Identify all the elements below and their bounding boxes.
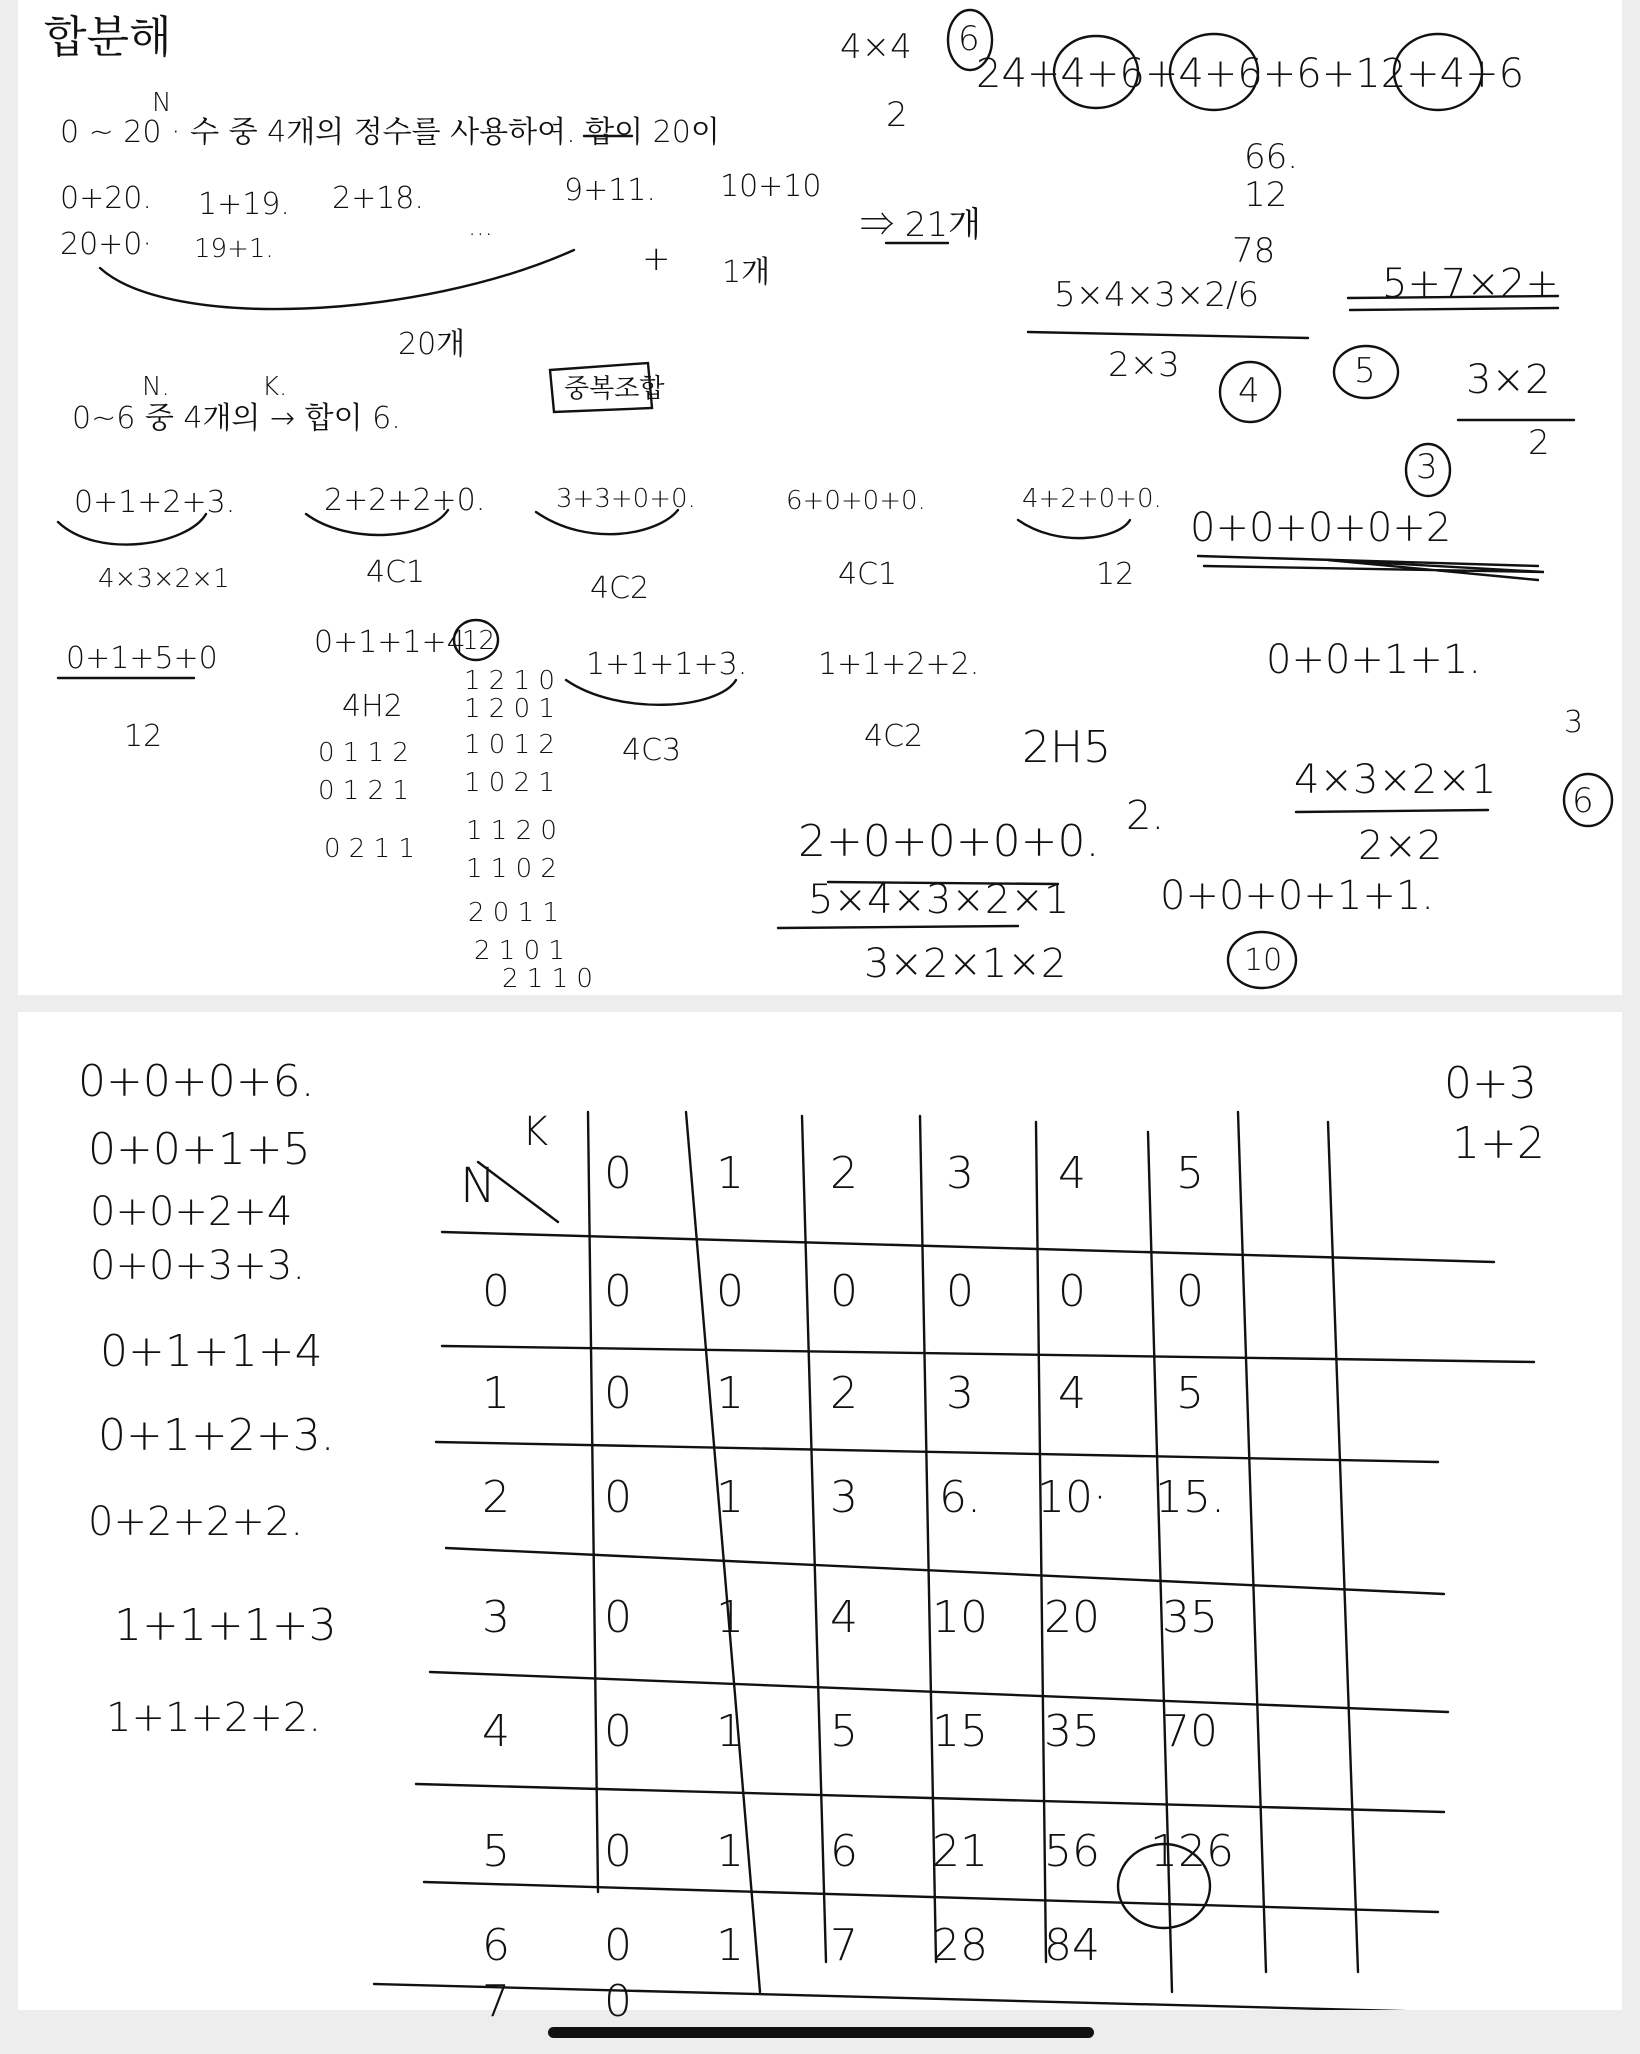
- pair-item: 1+19.: [198, 187, 290, 222]
- frac-bottom: 2: [886, 95, 908, 135]
- table-cell: 0: [604, 1472, 632, 1523]
- notes-page-2: [18, 1012, 1622, 2027]
- expr-00011: 0+0+0+1+1.: [1160, 873, 1435, 919]
- table-cell: 0: [604, 1368, 632, 1419]
- n-mark: N: [152, 88, 172, 118]
- combo-expr: 0+1+2+3.: [74, 485, 236, 520]
- circled-ten: 10: [1244, 943, 1283, 978]
- count-one: 1개: [722, 255, 771, 290]
- col-calc: 78: [1232, 231, 1276, 271]
- table-n-header: 0: [482, 1266, 510, 1317]
- frac2-num: 5×4×3×2×1: [808, 877, 1070, 923]
- pair-item: 20+0·: [60, 227, 152, 262]
- pair-item: 19+1.: [194, 234, 274, 264]
- table-cell: 0: [604, 1592, 632, 1643]
- table-k-header: 4: [1058, 1148, 1086, 1199]
- combo-expr: 4+2+0+0.: [1022, 484, 1162, 514]
- table-cell: 0: [946, 1266, 974, 1317]
- perm-item: 0 1 1 2: [318, 738, 409, 768]
- table-cell: 6.: [939, 1472, 981, 1523]
- big-frac-num: 4×3×2×1: [1294, 757, 1497, 803]
- table-k-header: 3: [946, 1148, 974, 1199]
- circled-four: 4: [1238, 371, 1260, 411]
- sum-expression: 24+4+6+4+6+6+12+4+6: [976, 51, 1525, 97]
- table-cell: 0: [716, 1266, 744, 1317]
- circled-number: 12: [462, 626, 496, 656]
- zero-expr: 0+0+0+0+2: [1190, 505, 1452, 551]
- table-cell: 0: [604, 1266, 632, 1317]
- perm-item: 2 1 1 0: [502, 964, 593, 994]
- table-cell: 5: [830, 1706, 858, 1757]
- table-cell: 35: [1044, 1706, 1100, 1757]
- table-cell: 1: [716, 1826, 744, 1877]
- left-list-item: 1+1+1+3: [114, 1600, 337, 1651]
- table-n-header: 1: [482, 1368, 510, 1419]
- table-n-header: 3: [482, 1592, 510, 1643]
- table-cell: 1: [716, 1592, 744, 1643]
- table-n-header: 2: [482, 1472, 510, 1523]
- frac2-den: 3×2×1×2: [864, 941, 1067, 987]
- perm-item: 0 1 2 1: [318, 776, 409, 806]
- pair-ellipsis: ...: [468, 212, 493, 242]
- page-title: 합분해: [44, 12, 172, 63]
- combo-sub: 4C3: [622, 733, 682, 768]
- col-calc: 66.: [1244, 137, 1299, 177]
- big-frac-den: 2×2: [1358, 823, 1443, 869]
- problem2-statement: 0~6 중 4개의 → 합이 6.: [72, 401, 401, 436]
- table-n-header: 6: [482, 1920, 510, 1971]
- table-n-header: 4: [482, 1706, 510, 1757]
- count-twenty: 20개: [398, 327, 466, 362]
- pair-item: 9+11.: [564, 173, 656, 208]
- table-n-header: 5: [482, 1826, 510, 1877]
- table-k-header: 1: [716, 1148, 744, 1199]
- table-k-header: 5: [1176, 1148, 1204, 1199]
- perm-item: 1 2 0 1: [464, 694, 555, 724]
- result-21: ⇒ 21개: [860, 205, 981, 245]
- combo-expr: 1+1+1+3.: [586, 647, 748, 682]
- combo-sub: 4C1: [838, 557, 898, 592]
- table-cell: 3: [946, 1368, 974, 1419]
- small-frac-den: 2: [1528, 423, 1550, 463]
- combo-sub: 4C2: [590, 571, 650, 606]
- combo-expr: 2+2+2+0.: [324, 483, 486, 518]
- table-cell: 0: [830, 1266, 858, 1317]
- table-cell: 0: [604, 1826, 632, 1877]
- table-cell: 126: [1150, 1826, 1234, 1877]
- table-cell: 35: [1162, 1592, 1218, 1643]
- two-mark: 2.: [1126, 793, 1165, 839]
- table-cell: 1: [716, 1706, 744, 1757]
- table-cell: 0: [604, 1976, 632, 2027]
- table-cell: 0: [604, 1920, 632, 1971]
- notes-page-1: [18, 0, 1622, 995]
- table-cell: 0: [1176, 1266, 1204, 1317]
- combo-sub: 12: [124, 719, 163, 754]
- circled-five: 5: [1354, 351, 1376, 391]
- col-calc: 12: [1244, 175, 1288, 215]
- table-cell: 3: [830, 1472, 858, 1523]
- home-indicator-bar: [548, 2027, 1094, 2038]
- circled-six: 6: [958, 19, 980, 59]
- frac-den: 2×3: [1108, 345, 1180, 385]
- combo-expr: 1+1+2+2.: [818, 647, 980, 682]
- table-n-header: 7: [482, 1976, 510, 2027]
- three-mark: 3: [1564, 705, 1584, 740]
- frac-num: 5×4×3×2/6: [1054, 275, 1260, 315]
- pair-item: 0+20.: [60, 181, 152, 216]
- table-cell: 21: [932, 1826, 988, 1877]
- combo-expr: 0+1+1+4: [314, 625, 466, 660]
- pair-item: 10+10: [720, 169, 822, 204]
- table-cell: 1: [716, 1368, 744, 1419]
- n-mark-2: N.: [142, 372, 170, 402]
- left-list-item: 0+1+1+4: [100, 1326, 323, 1377]
- combo-expr: 0+1+5+0: [66, 641, 218, 676]
- table-cell: 5: [1176, 1368, 1204, 1419]
- left-list-item: 0+1+2+3.: [98, 1410, 335, 1461]
- table-cell: 15.: [1155, 1472, 1225, 1523]
- combo-sub: 4C1: [366, 555, 426, 590]
- top-right-note: 1+2: [1452, 1118, 1545, 1169]
- left-list-item: 0+2+2+2.: [88, 1499, 304, 1545]
- perm-item: 2 0 1 1: [468, 898, 559, 928]
- table-corner-n: N: [460, 1158, 496, 1214]
- table-cell: 0: [1058, 1266, 1086, 1317]
- table-cell: 1: [716, 1472, 744, 1523]
- perm-item: 1 1 2 0: [466, 816, 557, 846]
- perm-item: 1 1 0 2: [466, 854, 557, 884]
- crossed-expr: 5+7×2+: [1382, 261, 1559, 307]
- top-right-note: 0+3: [1444, 1058, 1537, 1109]
- boxed-label: 중복조합: [564, 374, 665, 404]
- table-corner-k: K: [522, 1109, 549, 1155]
- table-cell: 4: [830, 1592, 858, 1643]
- combo-sub: 4H2: [342, 689, 403, 724]
- table-cell: 10·: [1037, 1472, 1107, 1523]
- table-cell: 28: [932, 1920, 988, 1971]
- circled-three: 3: [1416, 447, 1438, 487]
- perm-item: 1 0 1 2: [464, 730, 555, 760]
- combo-expr: 6+0+0+0.: [786, 486, 926, 516]
- h-expr: 2H5: [1022, 722, 1112, 773]
- left-list-item: 0+0+2+4: [90, 1189, 293, 1235]
- plus-sign: +: [642, 239, 671, 279]
- table-cell: 1: [716, 1920, 744, 1971]
- table-cell: 20: [1044, 1592, 1100, 1643]
- left-list-item: 0+0+0+6.: [78, 1056, 315, 1107]
- table-cell: 4: [1058, 1368, 1086, 1419]
- table-cell: 84: [1044, 1920, 1100, 1971]
- combo-sub: 4×3×2×1: [98, 564, 230, 594]
- table-k-header: 2: [830, 1148, 858, 1199]
- table-cell: 2: [830, 1368, 858, 1419]
- perm-item: 1 2 1 0: [464, 666, 555, 696]
- perm-item: 1 0 2 1: [464, 768, 555, 798]
- frac-top: 4×4: [840, 27, 912, 67]
- table-cell: 70: [1162, 1706, 1218, 1757]
- pair-item: 2+18.: [332, 181, 424, 216]
- table-cell: 7: [830, 1920, 858, 1971]
- circled-six-b: 6: [1572, 781, 1594, 821]
- perm-item: 2 1 0 1: [474, 936, 565, 966]
- table-cell: 10: [932, 1592, 988, 1643]
- problem1-statement: 0 ~ 20 · 수 중 4개의 정수를 사용하여. 합이 20이: [60, 115, 720, 150]
- table-cell: 6: [830, 1826, 858, 1877]
- combo-sub: 12: [1096, 557, 1135, 592]
- combo-expr: 3+3+0+0.: [556, 484, 696, 514]
- table-cell: 15: [932, 1706, 988, 1757]
- left-list-item: 0+0+3+3.: [90, 1243, 306, 1289]
- k-mark: K.: [262, 372, 288, 402]
- expr-2000: 2+0+0+0+0.: [798, 816, 1100, 867]
- table-cell: 56: [1044, 1826, 1100, 1877]
- perm-item: 0 2 1 1: [324, 834, 415, 864]
- small-frac-num: 3×2: [1466, 357, 1551, 403]
- left-list-item: 1+1+2+2.: [106, 1695, 322, 1741]
- table-k-header: 0: [604, 1148, 632, 1199]
- left-list-item: 0+0+1+5: [88, 1124, 311, 1175]
- combo-sub: 4C2: [864, 719, 924, 754]
- combo-expr: 0+0+1+1.: [1266, 637, 1482, 683]
- table-cell: 0: [604, 1706, 632, 1757]
